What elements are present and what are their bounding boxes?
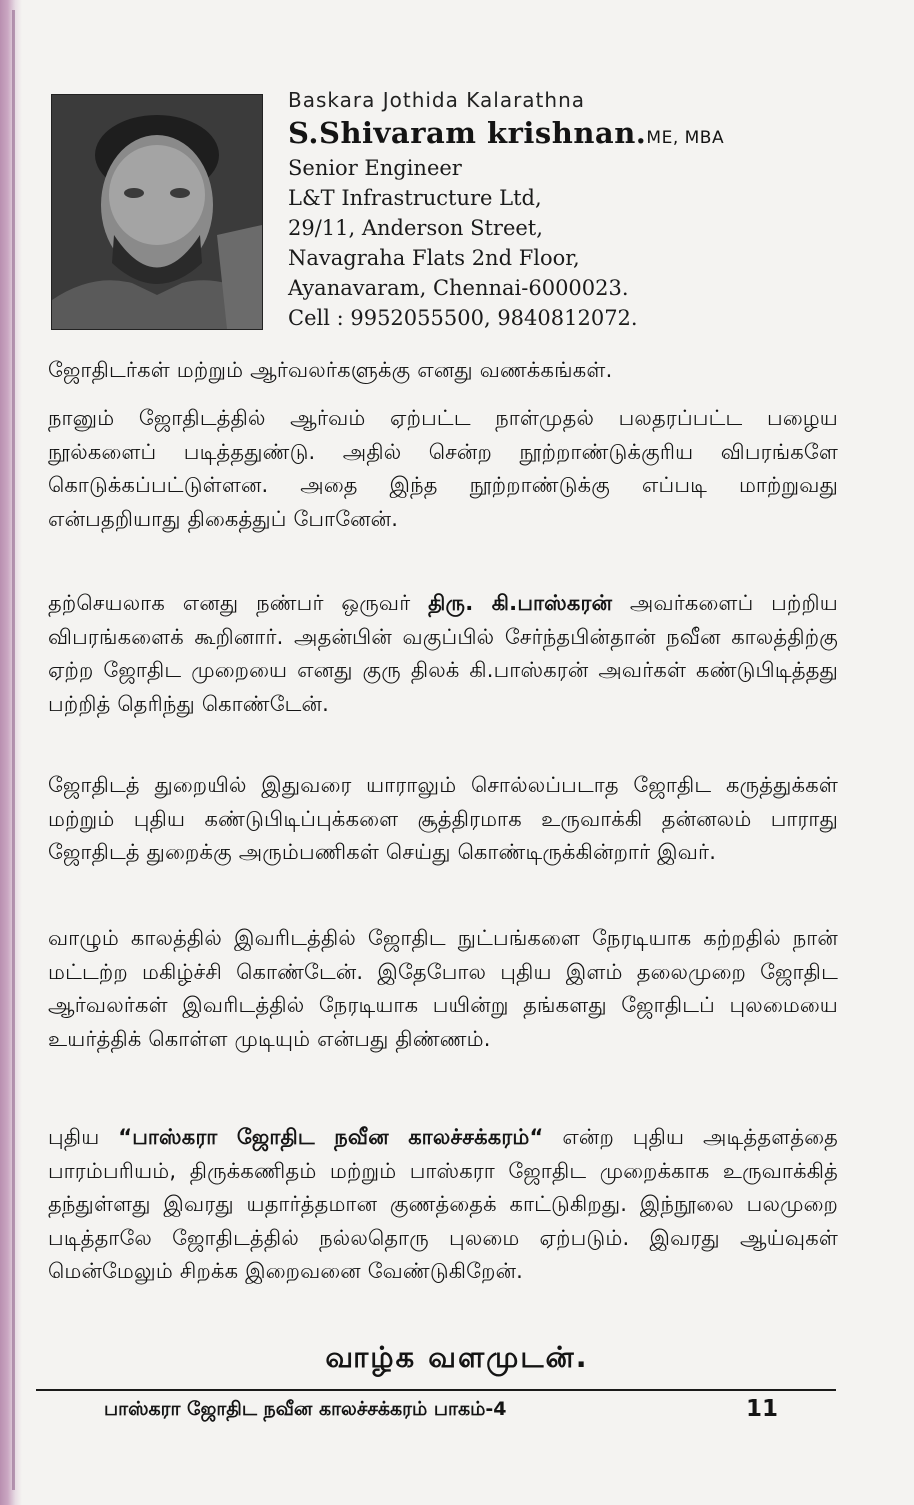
address-city: Ayanavaram, Chennai-6000023.: [288, 276, 629, 300]
company: L&T Infrastructure Ltd,: [288, 186, 542, 210]
intro-paragraph-block: [48, 402, 838, 536]
address-building: Navagraha Flats 2nd Floor,: [288, 246, 580, 270]
page-binding-edge: [0, 0, 22, 1505]
paragraph-4: ஜோதிடத் துறையில் இதுவரை யாராலும் சொல்லப்படாத ஜோதிட கருத்துக்கள் மற்றும் புதிய கண்டுபிடிப்புக்களை சூத்திரமாக உருவாக்கி தன்னலம் பாராது ஜோதிடத் துறைக்கு அரும்பணிகள் செய்து கொண்டிருக்கின்றார் இவர்.: [48, 773, 838, 864]
honorific-title: Baskara Jothida Kalarathna: [288, 88, 585, 112]
author-photo: [51, 94, 263, 330]
author-name-text: S.Shivaram krishnan.: [288, 116, 647, 150]
paragraph-1: ஜோதிடர்கள் மற்றும் ஆர்வலர்களுக்கு எனது வணக்கங்கள்.: [48, 358, 613, 382]
paragraph-6-start: புதிய: [48, 1125, 119, 1149]
paragraph-6-end: என்ற புதிய அடித்தளத்தை பாரம்பரியம், திருக்கணிதம் மற்றும் பாஸ்கரா ஜோதிட முறைக்காக உருவாக்கித் தந்துள்ளது இவரது யதார்த்தமான குணத்தைக் காட்டுகிறது. இந்நூலை பலமுறை படித்தாலே ஜோதிடத்தில் நல்லதொரு புலமை ஏற்படும். இவரது ஆய்வுகள் மென்மேலும் சிறக்க இறைவனை வேண்டுகிறேன்.: [48, 1125, 838, 1283]
page-number: 11: [746, 1396, 779, 1422]
author-name: [288, 116, 888, 156]
paragraph-3-start: தற்செயலாக எனது நண்பர் ஒருவர்: [48, 591, 429, 615]
paragraph-5: வாழும் காலத்தில் இவரிடத்தில் ஜோதிட நுட்பங்களை நேரடியாக கற்றதில் நான் மட்டற்ற மகிழ்ச்சி கொண்டேன். இதேபோல புதிய இளம் தலைமுறை ஜோதிட ஆர்வலர்கள் இவரிடத்தில் நேரடியாக பயின்று தங்களது ஜோதிடப் புலமையை உயர்த்திக் கொள்ள முடியும் என்பது திண்ணம்.: [48, 926, 838, 1051]
learning-paragraph-block: [48, 922, 838, 1056]
footer-book-title: பாஸ்கரா ஜோதிட நவீன காலச்சக்கரம் பாகம்-4: [104, 1398, 507, 1420]
teacher-name: திரு. கி.பாஸ்கரன்: [428, 591, 613, 615]
contribution-paragraph-block: [48, 769, 838, 870]
address-street: 29/11, Anderson Street,: [288, 216, 543, 240]
paragraph-3: [48, 587, 838, 721]
binding-line: [12, 10, 15, 1490]
designation: Senior Engineer: [288, 156, 462, 180]
author-degrees: ME, MBA: [646, 128, 725, 148]
phone-numbers: Cell : 9952055500, 9840812072.: [288, 306, 638, 330]
paragraph-6: [48, 1121, 838, 1289]
footer-divider: [36, 1389, 836, 1391]
paragraph-2: நானும் ஜோதிடத்தில் ஆர்வம் ஏற்பட்ட நாள்முதல் பலதரப்பட்ட பழைய நூல்களைப் படித்ததுண்டு. அதில் சென்ற நூற்றாண்டுக்குரிய விபரங்களே கொடுக்கப்பட்டுள்ளன. அதை இந்த நூற்றாண்டுக்கு எப்படி மாற்றுவது என்பதறியாது திகைத்துப் போனேன்.: [48, 406, 838, 531]
author-header: [288, 88, 888, 336]
teacher-paragraph-block: [48, 587, 838, 721]
book-paragraph-block: [48, 1121, 838, 1289]
greeting-paragraph: [48, 354, 838, 388]
paragraph-3-end: அவர்களைப் பற்றிய விபரங்களைக் கூறினார். அதன்பின் வகுப்பில் சேர்ந்தபின்தான் நவீன காலத்திற்கு ஏற்ற ஜோதிட முறையை எனது குரு திலக் கி.பாஸ்கரன் அவர்கள் கண்டுபிடித்தது பற்றித் தெரிந்து கொண்டேன்.: [48, 591, 838, 716]
book-title-quote: “பாஸ்கரா ஜோதிட நவீன காலச்சக்கரம்“: [118, 1125, 544, 1149]
portrait-silhouette: [52, 95, 262, 329]
closing-blessing: வாழ்க வளமுடன்.: [325, 1340, 589, 1374]
